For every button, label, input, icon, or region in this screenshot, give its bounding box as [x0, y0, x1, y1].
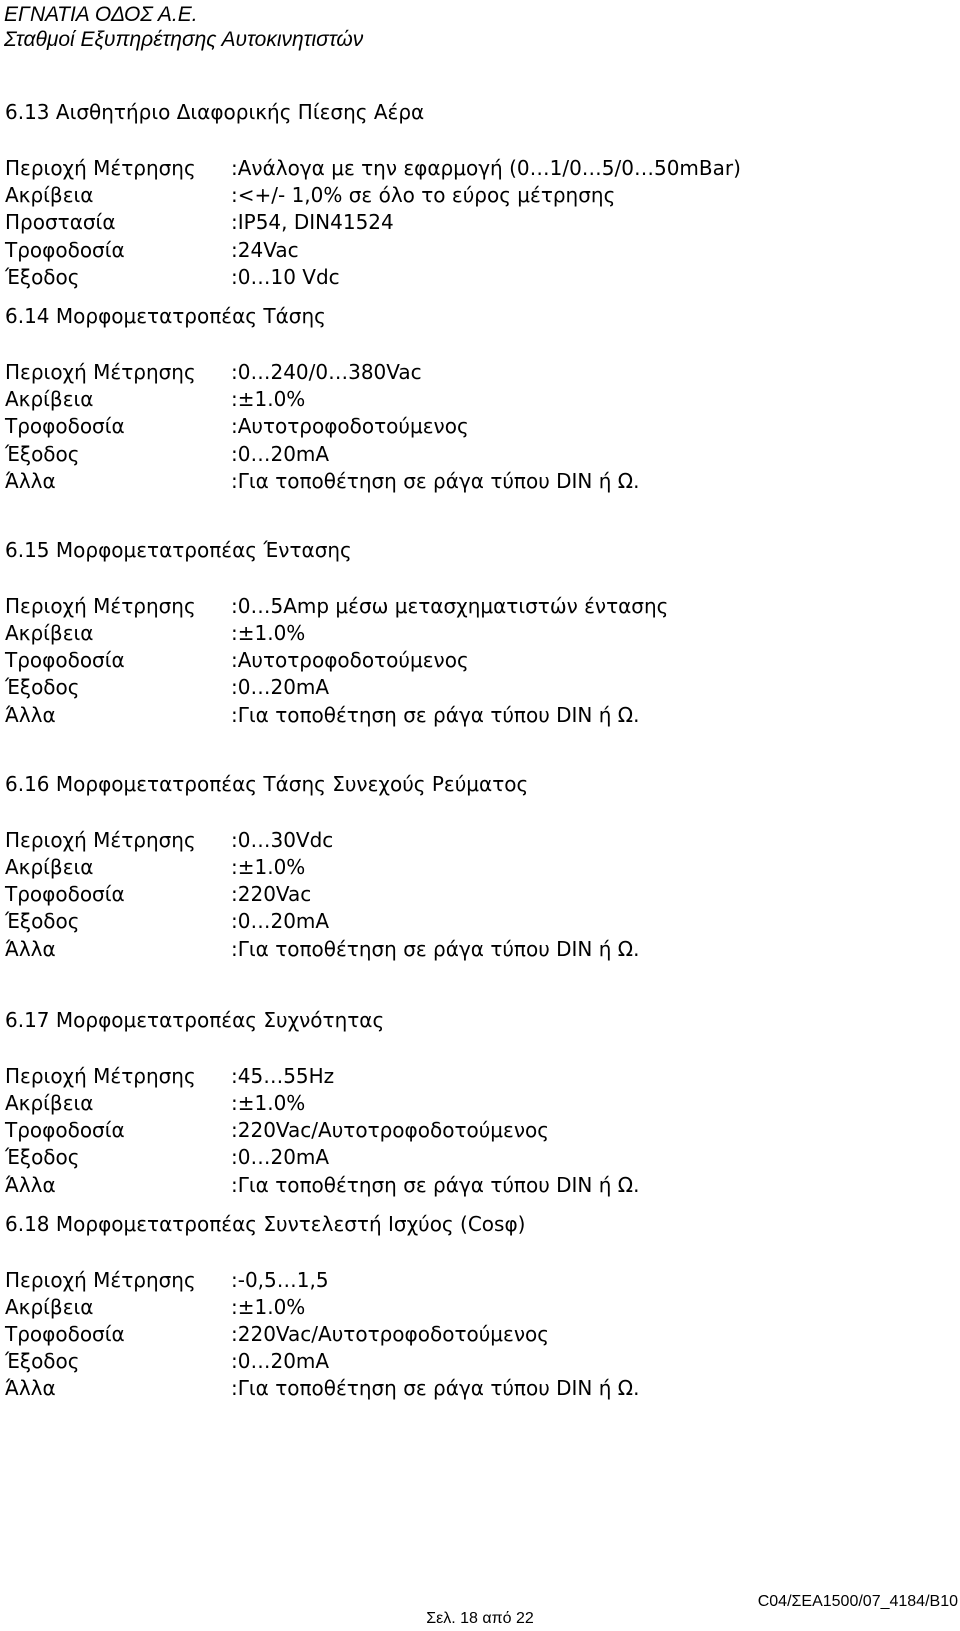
spec-label: Ακρίβεια — [5, 1090, 94, 1115]
spec-value: :0…20mA — [231, 675, 330, 700]
spec-row — [5, 702, 955, 729]
spec-label: Περιοχή Μέτρησης — [5, 359, 196, 384]
spec-value: :Για τοποθέτηση σε ράγα τύπου DIN ή Ω. — [231, 1376, 640, 1401]
spec-value: :0…20mA — [231, 441, 330, 466]
spec-row — [5, 155, 955, 182]
spec-row — [5, 881, 955, 908]
spec-row — [5, 182, 955, 209]
spec-value: :IP54, DIN41524 — [231, 210, 394, 235]
spec-label: Ακρίβεια — [5, 855, 94, 879]
spec-label: Περιοχή Μέτρησης — [5, 156, 196, 180]
section-title: 6.18 Μορφομετατροπέας Συντελεστή Ισχύος (Cosφ) — [5, 1211, 526, 1236]
spec-value: :0…5Amp μέσω μετασχηματιστών έντασης — [231, 593, 669, 618]
spec-row — [5, 413, 955, 440]
spec-label: Άλλα — [5, 1376, 56, 1401]
spec-row — [5, 1267, 955, 1294]
section-title: 6.17 Μορφομετατροπέας Συχνότητας — [5, 1007, 385, 1032]
spec-row — [5, 827, 955, 854]
document-subtitle: Σταθμοί Εξυπηρέτησης Αυτοκινητιστών — [4, 28, 364, 51]
spec-row — [5, 674, 955, 701]
spec-value: :24Vac — [231, 237, 299, 262]
spec-row — [5, 1090, 955, 1117]
spec-row — [5, 264, 955, 291]
spec-value: :±1.0% — [231, 855, 306, 879]
spec-value: :Για τοποθέτηση σε ράγα τύπου DIN ή Ω. — [231, 1172, 640, 1197]
spec-value: :0…10 Vdc — [231, 264, 340, 289]
section-title: 6.14 Μορφομετατροπέας Τάσης — [5, 303, 326, 328]
spec-row — [5, 620, 955, 647]
spec-value: :±1.0% — [231, 387, 306, 412]
spec-row — [5, 441, 955, 468]
spec-value: :±1.0% — [231, 1294, 306, 1319]
spec-label: Άλλα — [5, 936, 56, 961]
spec-label: Άλλα — [5, 468, 56, 493]
spec-label: Ακρίβεια — [5, 621, 94, 646]
spec-row — [5, 1321, 955, 1348]
spec-value: :0…20mA — [231, 1145, 330, 1170]
spec-row — [5, 936, 955, 963]
spec-value: :45…55Hz — [231, 1063, 335, 1088]
spec-value: :-0,5…1,5 — [231, 1267, 329, 1292]
spec-row — [5, 1117, 955, 1144]
spec-label: Τροφοδοσία — [5, 648, 125, 673]
spec-row — [5, 647, 955, 674]
spec-value: :Ανάλογα με την εφαρμογή (0…1/0…5/0…50mBar) — [231, 156, 741, 180]
spec-label: Έξοδος — [5, 264, 80, 289]
spec-value: :0…20mA — [231, 1349, 330, 1374]
spec-label: Περιοχή Μέτρησης — [5, 593, 196, 618]
spec-row — [5, 1172, 955, 1199]
spec-value: :220Vac — [231, 882, 312, 907]
spec-value: :0…240/0…380Vac — [231, 359, 422, 384]
spec-value: :220Vac/Αυτοτροφοδοτούμενος — [231, 1118, 549, 1143]
spec-label: Άλλα — [5, 1172, 56, 1197]
spec-row — [5, 1063, 955, 1090]
document-code: C04/ΣΕΑ1500/07_4184/B10 — [757, 1593, 958, 1610]
spec-row — [5, 468, 955, 495]
spec-label: Τροφοδοσία — [5, 237, 125, 262]
spec-label: Έξοδος — [5, 441, 80, 466]
spec-label: Έξοδος — [5, 909, 80, 934]
spec-label: Ακρίβεια — [5, 387, 94, 412]
spec-row — [5, 209, 955, 236]
spec-label: Τροφοδοσία — [5, 1322, 125, 1347]
page-number: Σελ. 18 από 22 — [426, 1610, 534, 1627]
spec-row — [5, 854, 955, 881]
spec-value: :±1.0% — [231, 1090, 306, 1115]
spec-label: Ακρίβεια — [5, 183, 94, 208]
section-title: 6.15 Μορφομετατροπέας Έντασης — [5, 537, 352, 562]
spec-label: Έξοδος — [5, 1145, 80, 1170]
spec-label: Περιοχή Μέτρησης — [5, 1063, 196, 1088]
spec-value: :0…20mA — [231, 909, 330, 934]
section-title: 6.16 Μορφομετατροπέας Τάσης Συνεχούς Ρεύματος — [5, 771, 529, 796]
spec-label: Προστασία — [5, 210, 116, 235]
spec-row — [5, 908, 955, 935]
spec-label: Έξοδος — [5, 1349, 80, 1374]
spec-value: :220Vac/Αυτοτροφοδοτούμενος — [231, 1322, 549, 1347]
spec-row — [5, 359, 955, 386]
spec-row — [5, 1144, 955, 1171]
spec-value: :Αυτοτροφοδοτούμενος — [231, 648, 469, 673]
spec-row — [5, 1375, 955, 1402]
spec-label: Τροφοδοσία — [5, 882, 125, 907]
spec-row — [5, 593, 955, 620]
spec-row — [5, 1294, 955, 1321]
spec-row — [5, 386, 955, 413]
spec-value: :0…30Vdc — [231, 827, 334, 852]
section-title: 6.13 Αισθητήριο Διαφορικής Πίεσης Αέρα — [5, 100, 425, 124]
spec-value: :Για τοποθέτηση σε ράγα τύπου DIN ή Ω. — [231, 702, 640, 727]
spec-row — [5, 237, 955, 264]
spec-value: :Αυτοτροφοδοτούμενος — [231, 414, 469, 439]
company-name: ΕΓΝΑΤΙΑ ΟΔΟΣ Α.Ε. — [4, 3, 198, 26]
spec-value: :Για τοποθέτηση σε ράγα τύπου DIN ή Ω. — [231, 936, 640, 961]
spec-value: :±1.0% — [231, 621, 306, 646]
spec-value: :<+/- 1,0% σε όλο το εύρος μέτρησης — [231, 183, 616, 208]
spec-label: Άλλα — [5, 702, 56, 727]
spec-label: Έξοδος — [5, 675, 80, 700]
spec-label: Ακρίβεια — [5, 1294, 94, 1319]
spec-label: Περιοχή Μέτρησης — [5, 1267, 196, 1292]
spec-label: Τροφοδοσία — [5, 1118, 125, 1143]
spec-label: Περιοχή Μέτρησης — [5, 827, 196, 852]
spec-row — [5, 1348, 955, 1375]
spec-value: :Για τοποθέτηση σε ράγα τύπου DIN ή Ω. — [231, 468, 640, 493]
spec-label: Τροφοδοσία — [5, 414, 125, 439]
specifications-body — [5, 97, 955, 1403]
